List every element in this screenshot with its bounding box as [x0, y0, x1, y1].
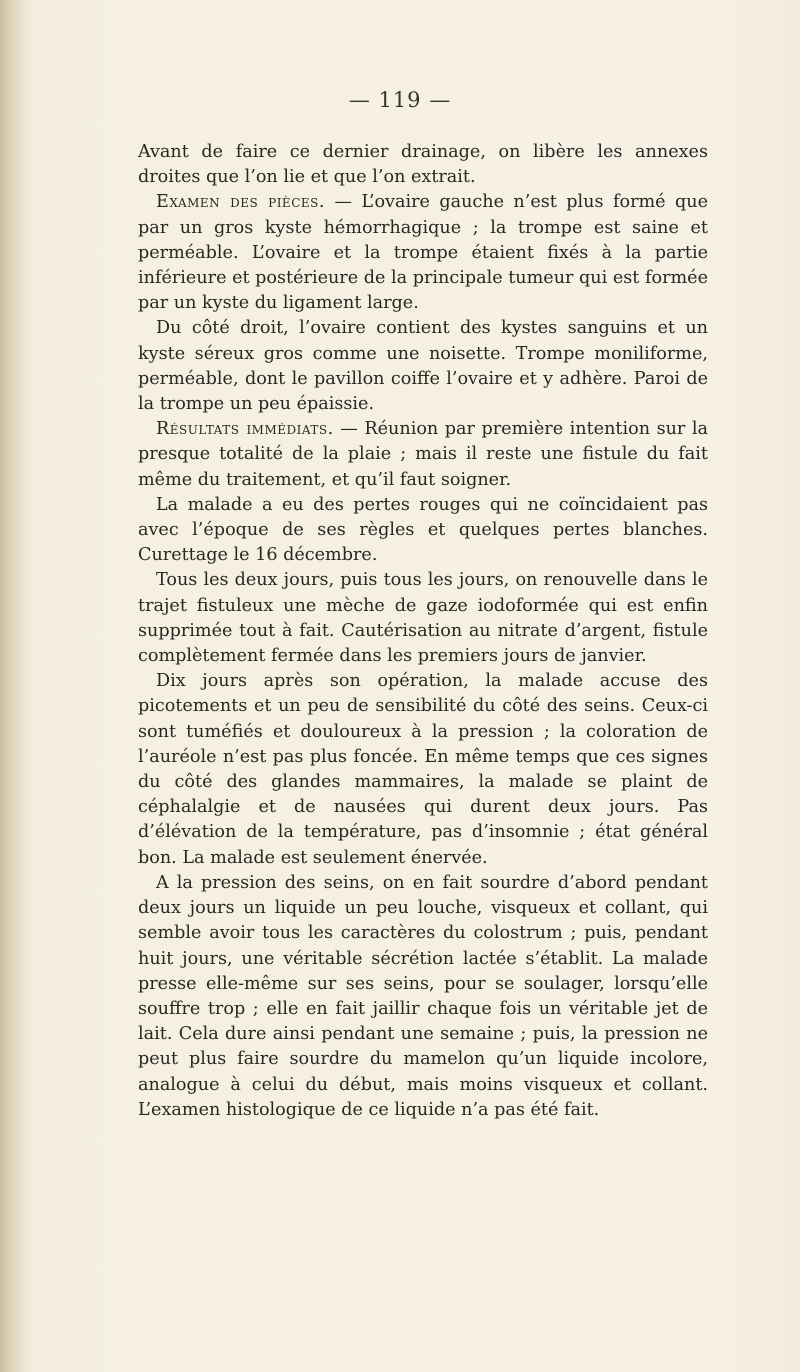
body-text [138, 140, 708, 1123]
paragraph-text: Avant de faire ce dernier drainage, on libère les annexes droites que l’on lie et que l’on extrait. [138, 142, 708, 188]
paragraph-4 [138, 417, 708, 493]
paragraph-text: — Réunion par première intention sur la presque totalité de la plaie ; mais il reste une fistule du fait même du traitement, et qu’il faut soigner. [138, 419, 708, 490]
paragraph-8 [138, 871, 708, 1123]
binding-shadow [0, 0, 28, 1372]
paragraph-text: Dix jours après son opération, la malade accuse des picotements et un peu de sensibilité du côté des seins. Ceux-ci sont tuméfiés et douloureux à la pression ; la coloration de l’auréole n’est pas plus foncée. En même temps que ces signes du côté des glandes mammaires, la malade se plaint de céphalalgie et de nausées qui durent deux jours. Pas d’élévation de la température, pas d’insomnie ; état général bon. La malade est seulement énervée. [138, 671, 708, 868]
paragraph-1 [138, 140, 708, 190]
paragraph-text: La malade a eu des pertes rouges qui ne coïncidaient pas avec l’époque de ses règles et quelques pertes blanches. Curettage le 16 décembre. [138, 494, 708, 566]
section-heading-resultats: Résultats immédiats. [156, 419, 334, 440]
section-heading-examen: Examen des pièces. [156, 192, 325, 213]
paragraph-6 [138, 568, 708, 669]
paragraph-5 [138, 493, 708, 569]
paragraph-text: Tous les deux jours, puis tous les jours, on renouvelle dans le trajet fistuleux une mèche de gaze iodoformée qui est enfin supprimée tout à fait. Cautérisation au nitrate d’argent, fistule complètement fermée dans les premiers jours de janvier. [138, 570, 708, 667]
paragraph-text: Du côté droit, l’ovaire contient des kystes sanguins et un kyste séreux gros comme une noisette. Trompe moniliforme, perméable, dont le pavillon coiffe l’ovaire et y adhère. Paroi de la trompe un peu épaissie. [138, 318, 708, 415]
page-number: — 119 — [348, 88, 452, 112]
paragraph-2 [138, 190, 708, 316]
paragraph-text: A la pression des seins, on en fait sourdre d’abord pendant deux jours un liquide un peu louche, visqueux et collant, qui semble avoir tous les caractères du colostrum ; puis, pendant huit jours, une véritable sécrétion lactée s’établit. La malade presse elle-même sur ses seins, pour se soulager, lorsqu’elle souffre trop ; elle en fait jaillir chaque fois un véritable jet de lait. Cela dure ainsi pendant une semaine ; puis, la pression ne peut plus faire sourdre du mamelon qu’un liquide incolore, analogue à celui du début, mais moins visqueux et collant. L’examen histologique de ce liquide n’a pas été fait. [138, 872, 708, 1120]
paragraph-3 [138, 316, 708, 417]
paragraph-text: — L’ovaire gauche n’est plus formé que par un gros kyste hémorrhagique ; la trompe est saine et perméable. L’ovaire et la trompe étaient fixés à la partie inférieure et postérieure de la principale tumeur qui est formée par un kyste du ligament large. [138, 192, 708, 314]
paragraph-7 [138, 669, 708, 871]
